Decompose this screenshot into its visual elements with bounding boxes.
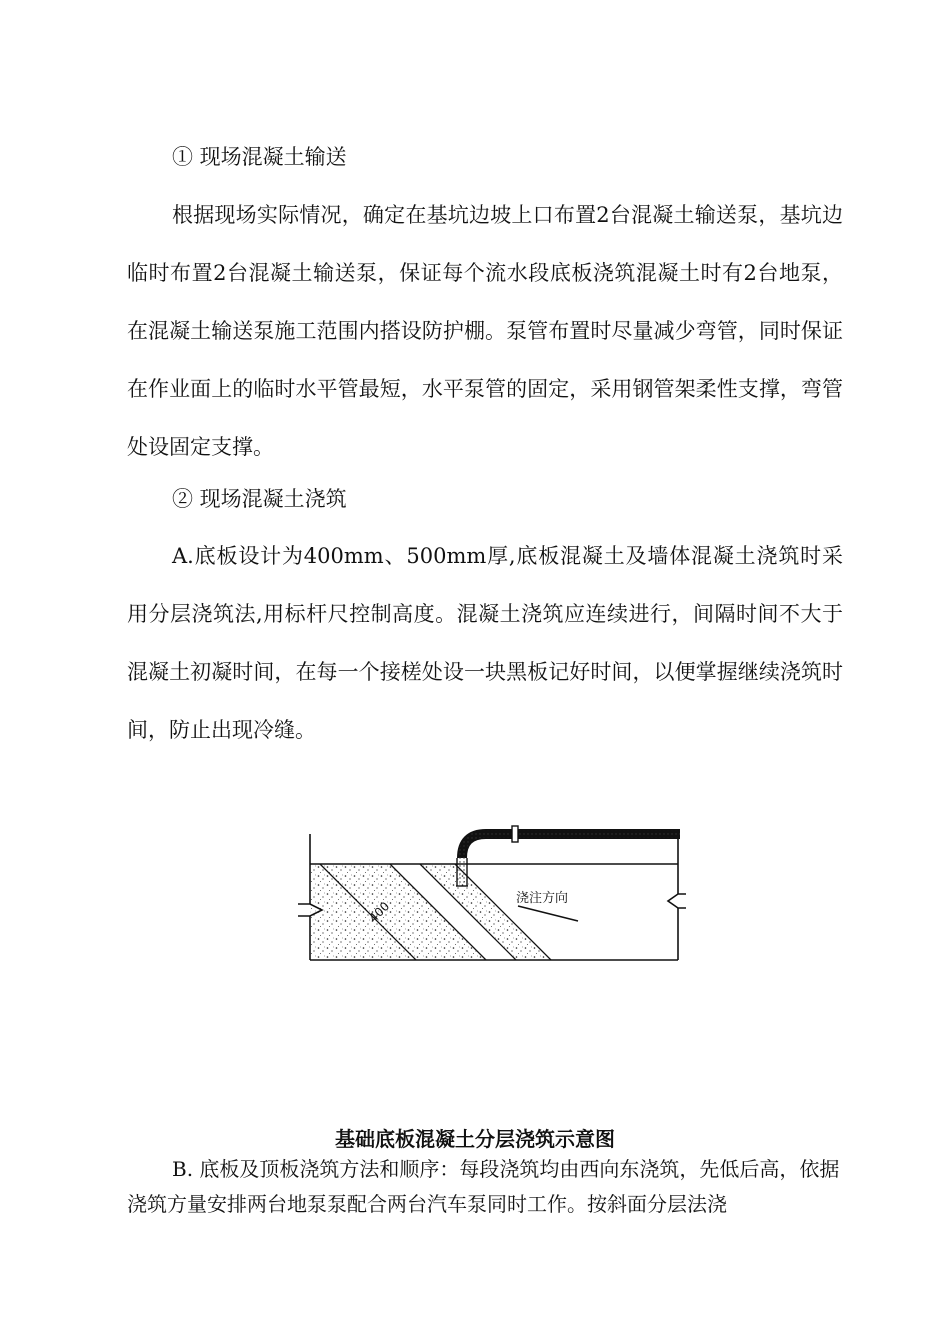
paragraph-pouring-sequence: B. 底板及顶板浇筑方法和顺序：每段浇筑均由西向东浇筑，先低后高，依据浇筑方量安排两台地泵泵配合两台汽车泵同时工作。按斜面分层法浇 <box>127 1157 840 1216</box>
figure-caption: 基础底板混凝土分层浇筑示意图 <box>335 1127 615 1151</box>
paragraph-concrete-delivery: 根据现场实际情况，确定在基坑边坡上口布置2台混凝土输送泵，基坑边临时布置2台混凝土输送泵，保证每个流水段底板浇筑混凝土时有2台地泵，在混凝土输送泵施工范围内搭设防护棚。泵管布置时尽量减少弯管，同时保证在作业面上的临时水平管最短，水平泵管的固定，采用钢管架柔性支撑，弯管处设固定支撑。 <box>127 203 843 459</box>
paragraph-concrete-pouring: A.底板设计为400mm、500mm厚,底板混凝土及墙体混凝土浇筑时采用分层浇筑法,用标杆尺控制高度。混凝土浇筑应连续进行，间隔时间不大于混凝土初凝时间，在每一个接槎处设一块黑板记好时间，以便掌握继续浇筑时间，防止出现冷缝。 <box>127 544 843 742</box>
layered-pouring-diagram <box>290 820 690 970</box>
layer-thickness-label: 400 <box>366 899 393 926</box>
section-heading-concrete-pouring: ② 现场混凝土浇筑 <box>172 487 347 511</box>
pump-pipe <box>456 826 680 886</box>
direction-arrow <box>518 906 578 921</box>
direction-label: 浇注方向 <box>516 891 569 906</box>
concrete-layers <box>310 864 550 960</box>
section-heading-concrete-delivery: ① 现场混凝土输送 <box>172 145 347 169</box>
